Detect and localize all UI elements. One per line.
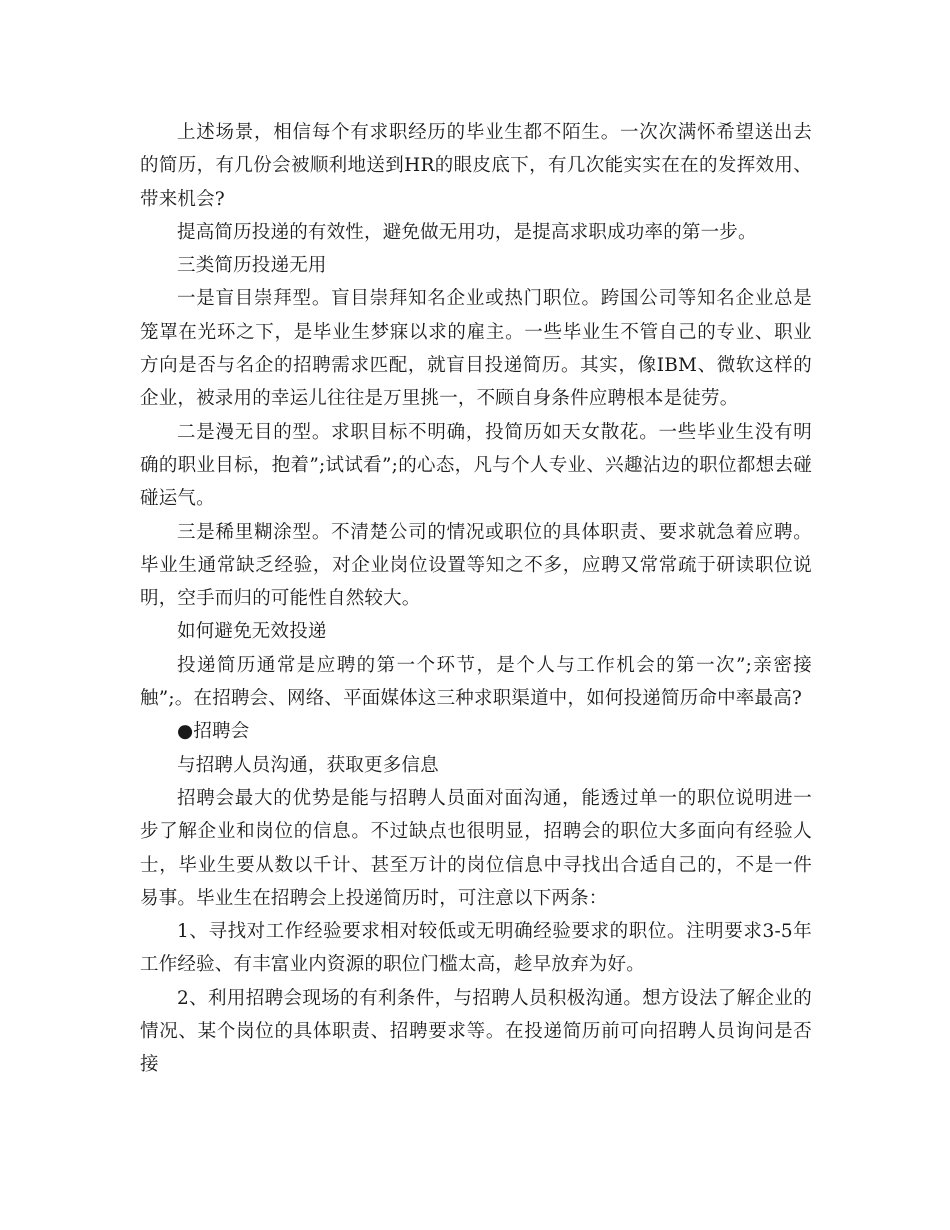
paragraph-type-blind-worship: 一是盲目崇拜型。盲目崇拜知名企业或热门职位。跨国公司等知名企业总是笼罩在光环之下，是毕业生梦寐以求的雇主。一些毕业生不管自己的专业、职业方向是否与名企的招聘需求匹配，就盲目投递简历。其实，像IBM、微软这样的企业，被录用的幸运儿往往是万里挑一，不顾自身条件应聘根本是徒劳。 (140, 288, 812, 410)
paragraph-intro-scene: 上述场景，相信每个有求职经历的毕业生都不陌生。一次次满怀希望送出去的简历，有几份会被顺利地送到HR的眼皮底下，有几次能实实在在的发挥效用、带来机会? (140, 122, 812, 210)
document-body (140, 116, 812, 1082)
paragraph-first-contact: 投递简历通常是应聘的第一个环节，是个人与工作机会的第一次”;亲密接触”;。在招聘会、网络、平面媒体这三种求职渠道中，如何投递简历命中率最高? (140, 654, 812, 710)
section-heading-avoid-invalid: 如何避免无效投递 (177, 621, 327, 643)
paragraph-type-muddled: 三是稀里糊涂型。不清楚公司的情况或职位的具体职责、要求就急着应聘。毕业生通常缺乏经验，对企业岗位设置等知之不多，应聘又常常疏于研读职位说明，空手而归的可能性自然较大。 (140, 521, 812, 610)
paragraph-job-fair-advantage: 招聘会最大的优势是能与招聘人员面对面沟通，能透过单一的职位说明进一步了解企业和岗位的信息。不过缺点也很明显，招聘会的职位大多面向有经验人士，毕业生要从数以千计、甚至万计的岗位信息中寻找出合适自己的，不是一件易事。毕业生在招聘会上投递简历时，可注意以下两条： (140, 787, 812, 909)
bullet-heading-job-fair: ●招聘会 (177, 721, 250, 743)
paragraph-tip-1: 1、寻找对工作经验要求相对较低或无明确经验要求的职位。注明要求3-5年工作经验、有丰富业内资源的职位门槛太高，趁早放弃为好。 (140, 921, 812, 976)
paragraph-tip-2: 2、利用招聘会现场的有利条件，与招聘人员积极沟通。想方设法了解企业的情况、某个岗位的具体职责、招聘要求等。在投递简历前可向招聘人员询问是否接 (140, 987, 812, 1076)
section-heading-useless-types: 三类简历投递无用 (177, 255, 327, 277)
paragraph-type-aimless: 二是漫无目的型。求职目标不明确，投简历如天女散花。一些毕业生没有明确的职业目标，抱着”;试试看”;的心态，凡与个人专业、兴趣沾边的职位都想去碰碰运气。 (140, 421, 812, 510)
subheading-communicate: 与招聘人员沟通，获取更多信息 (177, 754, 439, 776)
paragraph-effectiveness: 提高简历投递的有效性，避免做无用功，是提高求职成功率的第一步。 (177, 221, 757, 243)
